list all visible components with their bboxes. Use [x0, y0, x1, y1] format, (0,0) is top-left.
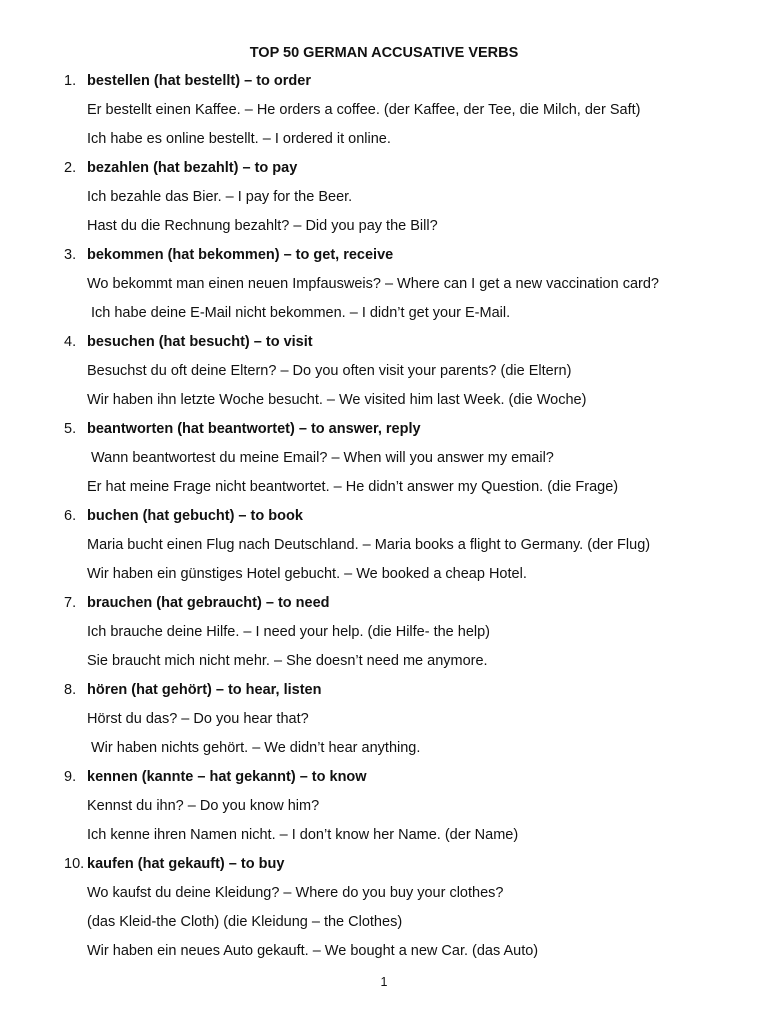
- example-sentence: Hast du die Rechnung bezahlt? – Did you pay the Bill?: [87, 218, 438, 234]
- verb-heading-line: [0, 159, 768, 188]
- verb-entry: [0, 72, 768, 159]
- example-sentence: Wo bekommt man einen neuen Impfausweis? – Where can I get a new vaccination card?: [87, 276, 659, 292]
- example-sentence: Ich kenne ihren Namen nicht. – I don’t know her Name. (der Name): [87, 827, 519, 843]
- verb-heading-line: [0, 72, 768, 101]
- example-sentence: Er bestellt einen Kaffee. – He orders a coffee. (der Kaffee, der Tee, die Milch, der Saft): [87, 102, 641, 118]
- entry-number: 4.: [64, 334, 77, 350]
- verb-heading-line: [0, 681, 768, 710]
- example-sentence: (das Kleid-the Cloth) (die Kleidung – the Clothes): [87, 914, 403, 930]
- example-sentence: Wir haben ein günstiges Hotel gebucht. – We booked a cheap Hotel.: [87, 566, 527, 582]
- verb-heading: kaufen (hat gekauft) – to buy: [87, 856, 285, 872]
- verb-entry: [0, 159, 768, 246]
- verb-heading: bezahlen (hat bezahlt) – to pay: [87, 160, 298, 176]
- entry-number: 9.: [64, 769, 77, 785]
- verb-entry: [0, 246, 768, 333]
- verb-entry: [0, 594, 768, 681]
- verb-heading-line: [0, 246, 768, 275]
- verb-heading-line: [0, 594, 768, 623]
- entry-number: 8.: [64, 682, 77, 698]
- verb-heading: kennen (kannte – hat gekannt) – to know: [87, 769, 367, 785]
- document-title: TOP 50 GERMAN ACCUSATIVE VERBS: [249, 45, 519, 61]
- verb-heading: hören (hat gehört) – to hear, listen: [87, 682, 322, 698]
- verb-entry: [0, 333, 768, 420]
- example-sentence: Wir haben nichts gehört. – We didn’t hear anything.: [91, 740, 421, 756]
- example-sentence: Er hat meine Frage nicht beantwortet. – He didn’t answer my Question. (die Frage): [87, 479, 619, 495]
- example-sentence: Ich bezahle das Bier. – I pay for the Beer.: [87, 189, 353, 205]
- entry-number: 3.: [64, 247, 77, 263]
- verb-entry: [0, 681, 768, 768]
- example-sentence: Besuchst du oft deine Eltern? – Do you often visit your parents? (die Eltern): [87, 363, 572, 379]
- example-sentence: Ich habe deine E-Mail nicht bekommen. – I didn’t get your E-Mail.: [91, 305, 511, 321]
- example-sentence: Hörst du das? – Do you hear that?: [87, 711, 309, 727]
- verb-heading-line: [0, 855, 768, 884]
- entry-number: 6.: [64, 508, 77, 524]
- verb-heading: brauchen (hat gebraucht) – to need: [87, 595, 330, 611]
- example-sentence: Wir haben ihn letzte Woche besucht. – We visited him last Week. (die Woche): [87, 392, 587, 408]
- entry-number: 10.: [64, 856, 85, 872]
- entry-number: 1.: [64, 73, 77, 89]
- example-sentence: Wann beantwortest du meine Email? – When will you answer my email?: [91, 450, 554, 466]
- example-sentence: Ich brauche deine Hilfe. – I need your help. (die Hilfe- the help): [87, 624, 491, 640]
- example-sentence: Kennst du ihn? – Do you know him?: [87, 798, 320, 814]
- verb-heading-line: [0, 507, 768, 536]
- verb-heading: buchen (hat gebucht) – to book: [87, 508, 303, 524]
- example-sentence: Wir haben ein neues Auto gekauft. – We bought a new Car. (das Auto): [87, 943, 539, 959]
- example-sentence: Sie braucht mich nicht mehr. – She doesn’t need me anymore.: [87, 653, 488, 669]
- verb-list: [0, 72, 768, 971]
- verb-entry: [0, 768, 768, 855]
- example-sentence: Ich habe es online bestellt. – I ordered it online.: [87, 131, 391, 147]
- entry-number: 7.: [64, 595, 77, 611]
- verb-entry: [0, 855, 768, 971]
- entry-number: 5.: [64, 421, 77, 437]
- page-number: 1: [380, 975, 388, 989]
- verb-heading-line: [0, 768, 768, 797]
- verb-heading: beantworten (hat beantwortet) – to answer, reply: [87, 421, 421, 437]
- verb-heading: bestellen (hat bestellt) – to order: [87, 73, 311, 89]
- verb-entry: [0, 420, 768, 507]
- verb-entry: [0, 507, 768, 594]
- example-sentence: Maria bucht einen Flug nach Deutschland. – Maria books a flight to Germany. (der Flug): [87, 537, 651, 553]
- example-sentence: Wo kaufst du deine Kleidung? – Where do you buy your clothes?: [87, 885, 504, 901]
- verb-heading-line: [0, 420, 768, 449]
- verb-heading: bekommen (hat bekommen) – to get, receive: [87, 247, 394, 263]
- verb-heading: besuchen (hat besucht) – to visit: [87, 334, 313, 350]
- verb-heading-line: [0, 333, 768, 362]
- entry-number: 2.: [64, 160, 77, 176]
